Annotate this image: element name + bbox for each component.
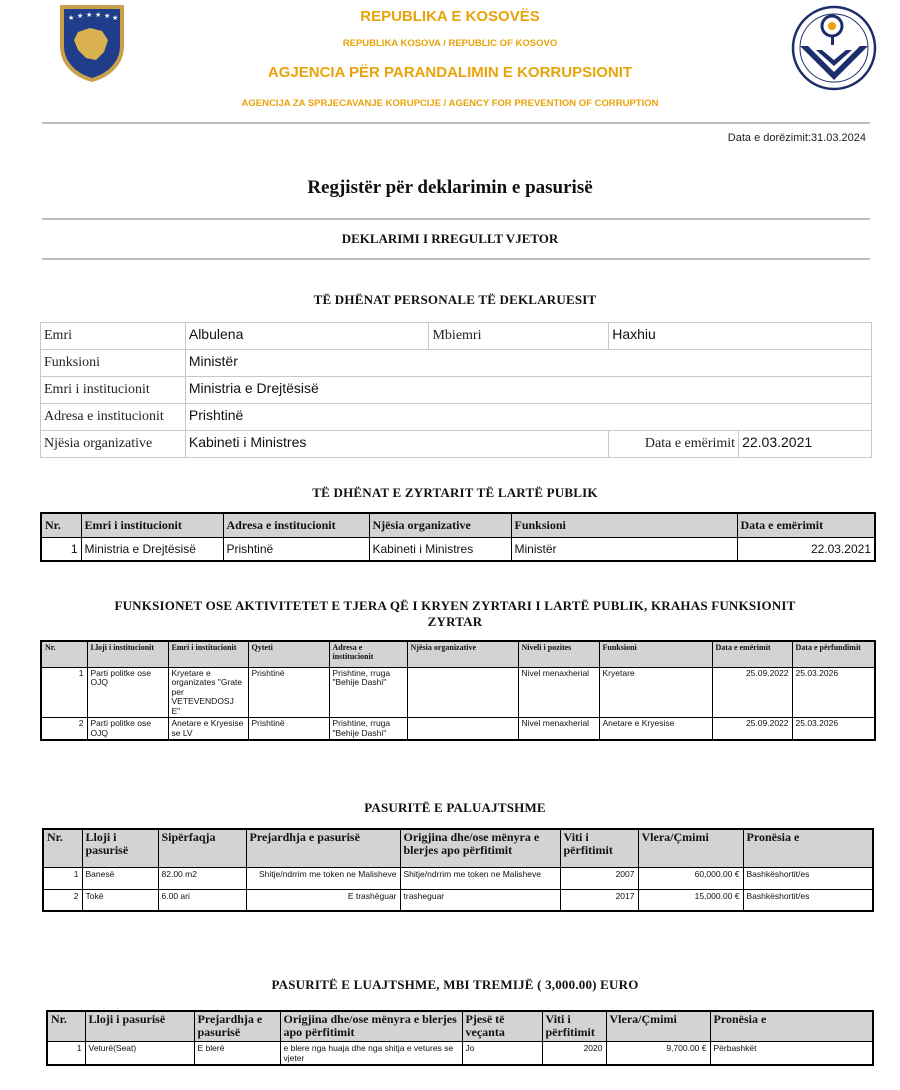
personal-row-institution: [41, 377, 872, 404]
label-data-emerimit: Data e emërimit: [609, 431, 739, 458]
table-cell: 6.00 ari: [158, 889, 246, 911]
table-row: [41, 667, 875, 718]
value-adresa: Prishtinë: [185, 404, 871, 431]
table-cell: 25.03.2026: [792, 667, 875, 718]
table-cell: 25.03.2026: [792, 718, 875, 741]
table-cell: 2: [43, 889, 82, 911]
personal-row-unit: [41, 431, 872, 458]
table-cell: Prishtine, rruga "Behije Dashi": [329, 718, 407, 741]
column-header: Viti i përfitimit: [542, 1011, 606, 1041]
label-funksioni: Funksioni: [41, 350, 186, 377]
table-cell: Nivel menaxherial: [518, 667, 599, 718]
column-header: Pronësia e: [710, 1011, 873, 1041]
column-header: Lloji i pasurisë: [82, 829, 158, 867]
column-header: Vlera/Çmimi: [606, 1011, 710, 1041]
table-cell: 2017: [560, 889, 638, 911]
table-cell: 25.09.2022: [712, 718, 792, 741]
table-cell: 2007: [560, 867, 638, 889]
personal-data-grid: [40, 322, 872, 458]
label-emri: Emri: [41, 323, 186, 350]
column-header: Funksioni: [511, 513, 737, 537]
column-header: Niveli i pozites: [518, 641, 599, 667]
section-title-movable: PASURITË E LUAJTSHME, MBI TREMIJË ( 3,000.00) EURO: [271, 977, 639, 992]
table-row: [43, 867, 873, 889]
column-header: Vlera/Çmimi: [638, 829, 743, 867]
column-header: Lloji i pasurisë: [85, 1011, 194, 1041]
subtitle-divider: [42, 258, 870, 260]
table-cell: Prishtinë: [248, 718, 329, 741]
section-title-official: TË DHËNAT E ZYRTARIT TË LARTË PUBLIK: [312, 485, 598, 500]
table-cell: 25.09.2022: [712, 667, 792, 718]
table-cell: Bashkëshortit/es: [743, 889, 873, 911]
table-cell: Kabineti i Ministres: [369, 537, 511, 561]
table-row: [43, 889, 873, 911]
column-header: Njësia organizative: [407, 641, 518, 667]
table-cell: Banesë: [82, 867, 158, 889]
label-institucioni: Emri i institucionit: [41, 377, 186, 404]
header-republic: REPUBLIKA E KOSOVËS: [360, 8, 540, 25]
svg-text:★: ★: [68, 14, 75, 22]
svg-text:★: ★: [104, 12, 111, 20]
section-title-immovable: PASURITË E PALUAJTSHME: [364, 800, 546, 815]
table-cell: 82.00 m2: [158, 867, 246, 889]
label-adresa: Adresa e institucionit: [41, 404, 186, 431]
column-header: Njësia organizative: [369, 513, 511, 537]
official-data-table: [40, 512, 876, 562]
column-header: Emri i institucionit: [168, 641, 248, 667]
table-cell: Veturë(Seat): [85, 1041, 194, 1065]
table-cell: e blere nga huaja dhe nga shitja e vetures se vjeter: [280, 1041, 462, 1065]
table-cell: Parti politke ose OJQ: [87, 718, 168, 741]
header-agency-translations: AGENCIJA ZA SPRJECAVANJE KORUPCIJE / AGENCY FOR PREVENTION OF CORRUPTION: [241, 98, 659, 109]
table-cell: Ministria e Drejtësisë: [81, 537, 223, 561]
column-header: Funksioni: [599, 641, 712, 667]
table-cell: [407, 667, 518, 718]
label-mbiemri: Mbiemri: [429, 323, 609, 350]
value-njesia: Kabineti i Ministres: [185, 431, 608, 458]
svg-text:★: ★: [95, 11, 102, 19]
table-cell: 1: [41, 667, 87, 718]
column-header: Data e emërimit: [737, 513, 875, 537]
table-cell: 1: [41, 537, 81, 561]
value-data-emerimit: 22.03.2021: [739, 431, 872, 458]
label-njesia: Njësia organizative: [41, 431, 186, 458]
column-header: Sipërfaqja: [158, 829, 246, 867]
column-header: Prejardhja e pasurisë: [246, 829, 400, 867]
header-agency: AGJENCIA PËR PARANDALIMIN E KORRUPSIONIT: [267, 64, 633, 81]
table-cell: Kryetare e organizates "Grate per VETEVENDOSJ E": [168, 667, 248, 718]
column-header: Nr.: [41, 513, 81, 537]
value-emri: Albulena: [185, 323, 429, 350]
column-header: Pjesë të veçanta: [462, 1011, 542, 1041]
submission-date: Data e dorëzimit:31.03.2024: [727, 132, 866, 144]
title-divider: [42, 218, 870, 220]
page-title: Regjistër për deklarimin e pasurisë: [307, 177, 593, 198]
other-functions-table: [40, 640, 876, 741]
personal-row-function: [41, 350, 872, 377]
table-cell: [407, 718, 518, 741]
table-cell: E blerë: [194, 1041, 280, 1065]
personal-row-name: [41, 323, 872, 350]
column-header: Emri i institucionit: [81, 513, 223, 537]
table-cell: Kryetare: [599, 667, 712, 718]
table-cell: Bashkëshortit/es: [743, 867, 873, 889]
table-cell: Nivel menaxherial: [518, 718, 599, 741]
table-cell: Shitje/ndrrim me token ne Malisheve: [246, 867, 400, 889]
header-divider: [42, 122, 870, 124]
table-cell: Ministër: [511, 537, 737, 561]
table-cell: trasheguar: [400, 889, 560, 911]
page-header: [0, 0, 900, 125]
section-title-personal: TË DHËNAT PERSONALE TË DEKLARUESIT: [313, 292, 597, 307]
svg-text:★: ★: [77, 12, 84, 20]
column-header: Nr.: [43, 829, 82, 867]
table-cell: 15,000.00 €: [638, 889, 743, 911]
column-header: Data e përfundimit: [792, 641, 875, 667]
table-cell: 1: [47, 1041, 85, 1065]
immovable-assets-table: [42, 828, 874, 912]
table-cell: Anetare e Kryesise se LV: [168, 718, 248, 741]
table-cell: 2: [41, 718, 87, 741]
table-cell: 2020: [542, 1041, 606, 1065]
table-cell: 1: [43, 867, 82, 889]
svg-text:★: ★: [112, 14, 119, 22]
table-cell: Prishtinë: [223, 537, 369, 561]
column-header: Nr.: [47, 1011, 85, 1041]
section-title-functions: FUNKSIONET OSE AKTIVITETET E TJERA QË I KRYEN ZYRTARI I LARTË PUBLIK, KRAHAS FUNKSIONIT: [114, 598, 796, 613]
column-header: Qyteti: [248, 641, 329, 667]
table-cell: Prishtinë: [248, 667, 329, 718]
column-header: Adresa e institucionit: [329, 641, 407, 667]
column-header: Prejardhja e pasurisë: [194, 1011, 280, 1041]
table-cell: Shitje/ndrrim me token ne Malisheve: [400, 867, 560, 889]
column-header: Adresa e institucionit: [223, 513, 369, 537]
value-institucioni: Ministria e Drejtësisë: [185, 377, 871, 404]
column-header: Viti i përfitimit: [560, 829, 638, 867]
column-header: Origjina dhe/ose mënyra e blerjes apo përfitimit: [280, 1011, 462, 1041]
column-header: Origjina dhe/ose mënyra e blerjes apo përfitimit: [400, 829, 560, 867]
header-republic-translations: REPUBLIKA KOSOVA / REPUBLIC OF KOSOVO: [342, 38, 558, 49]
table-row: [41, 537, 875, 561]
table-cell: 60,000.00 €: [638, 867, 743, 889]
column-header: Pronësia e: [743, 829, 873, 867]
declaration-type: DEKLARIMI I RREGULLT VJETOR: [341, 231, 559, 246]
value-mbiemri: Haxhiu: [609, 323, 872, 350]
table-cell: Tokë: [82, 889, 158, 911]
svg-text:★: ★: [86, 11, 93, 19]
table-cell: Përbashkët: [710, 1041, 873, 1065]
table-cell: Anetare e Kryesise: [599, 718, 712, 741]
table-cell: Prishtine, rruga "Behije Dashi": [329, 667, 407, 718]
personal-row-address: [41, 404, 872, 431]
movable-assets-table: [46, 1010, 874, 1066]
column-header: Data e emërimit: [712, 641, 792, 667]
column-header: Lloji i institucionit: [87, 641, 168, 667]
table-cell: Parti politke ose OJQ: [87, 667, 168, 718]
table-cell: E trashëguar: [246, 889, 400, 911]
agency-logo-icon: [786, 2, 882, 94]
table-cell: Jo: [462, 1041, 542, 1065]
section-title-functions-cont: ZYRTAR: [427, 614, 483, 629]
column-header: Nr.: [41, 641, 87, 667]
table-cell: 9,700.00 €: [606, 1041, 710, 1065]
table-row: [41, 718, 875, 741]
value-funksioni: Ministër: [185, 350, 871, 377]
table-row: [47, 1041, 873, 1065]
table-cell: 22.03.2021: [737, 537, 875, 561]
